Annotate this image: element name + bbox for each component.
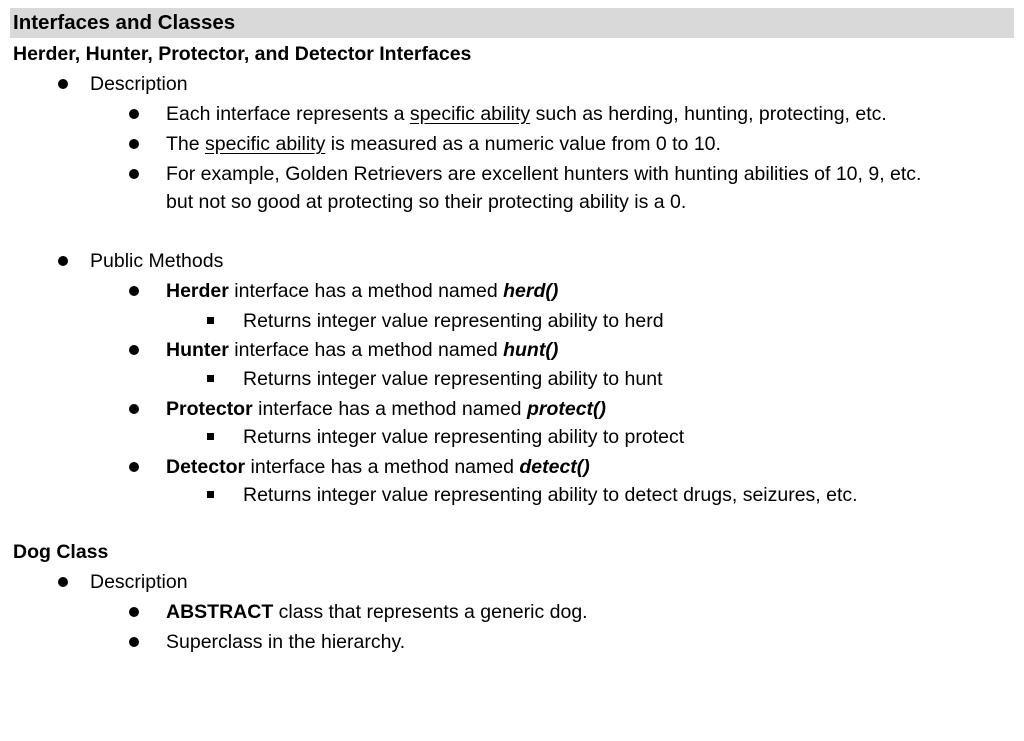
bullet-icon — [129, 404, 139, 414]
list-item: The specific ability is measured as a numeric value from 0 to 10. — [166, 133, 721, 155]
method-detail-herder: Returns integer value representing ability to herd — [243, 310, 664, 332]
method-item-herder: Herder interface has a method named herd() — [166, 280, 559, 302]
bullet-icon — [129, 345, 139, 355]
square-bullet-icon — [207, 317, 214, 324]
bullet-icon — [58, 79, 68, 89]
public-methods-label: Public Methods — [90, 250, 224, 272]
interfaces-description-label: Description — [90, 73, 188, 95]
method-item-detector: Detector interface has a method named detect() — [166, 456, 590, 478]
list-item: Each interface represents a specific ability such as herding, hunting, protecting, etc. — [166, 103, 887, 125]
list-item: For example, Golden Retrievers are excellent hunters with hunting abilities of 10, 9, etc. — [166, 163, 922, 185]
bullet-icon — [129, 139, 139, 149]
method-detail-detector: Returns integer value representing ability to detect drugs, seizures, etc. — [243, 484, 858, 506]
bullet-icon — [129, 462, 139, 472]
list-item-continuation: but not so good at protecting so their protecting ability is a 0. — [166, 191, 687, 213]
bullet-icon — [58, 256, 68, 266]
section-title: Interfaces and Classes — [13, 11, 236, 34]
method-detail-protector: Returns integer value representing ability to protect — [243, 426, 685, 448]
method-detail-hunter: Returns integer value representing ability to hunt — [243, 368, 663, 390]
square-bullet-icon — [207, 491, 214, 498]
list-item: Superclass in the hierarchy. — [166, 631, 406, 653]
interfaces-heading: Herder, Hunter, Protector, and Detector Interfaces — [13, 43, 472, 65]
list-item: ABSTRACT class that represents a generic dog. — [166, 601, 588, 623]
dog-class-heading: Dog Class — [13, 541, 109, 563]
bullet-icon — [129, 637, 139, 647]
bullet-icon — [58, 577, 68, 587]
bullet-icon — [129, 169, 139, 179]
bullet-icon — [129, 109, 139, 119]
bullet-icon — [129, 607, 139, 617]
method-item-protector: Protector interface has a method named protect() — [166, 398, 607, 420]
dog-description-label: Description — [90, 571, 188, 593]
square-bullet-icon — [207, 375, 214, 382]
square-bullet-icon — [207, 433, 214, 440]
method-item-hunter: Hunter interface has a method named hunt() — [166, 339, 559, 361]
bullet-icon — [129, 286, 139, 296]
